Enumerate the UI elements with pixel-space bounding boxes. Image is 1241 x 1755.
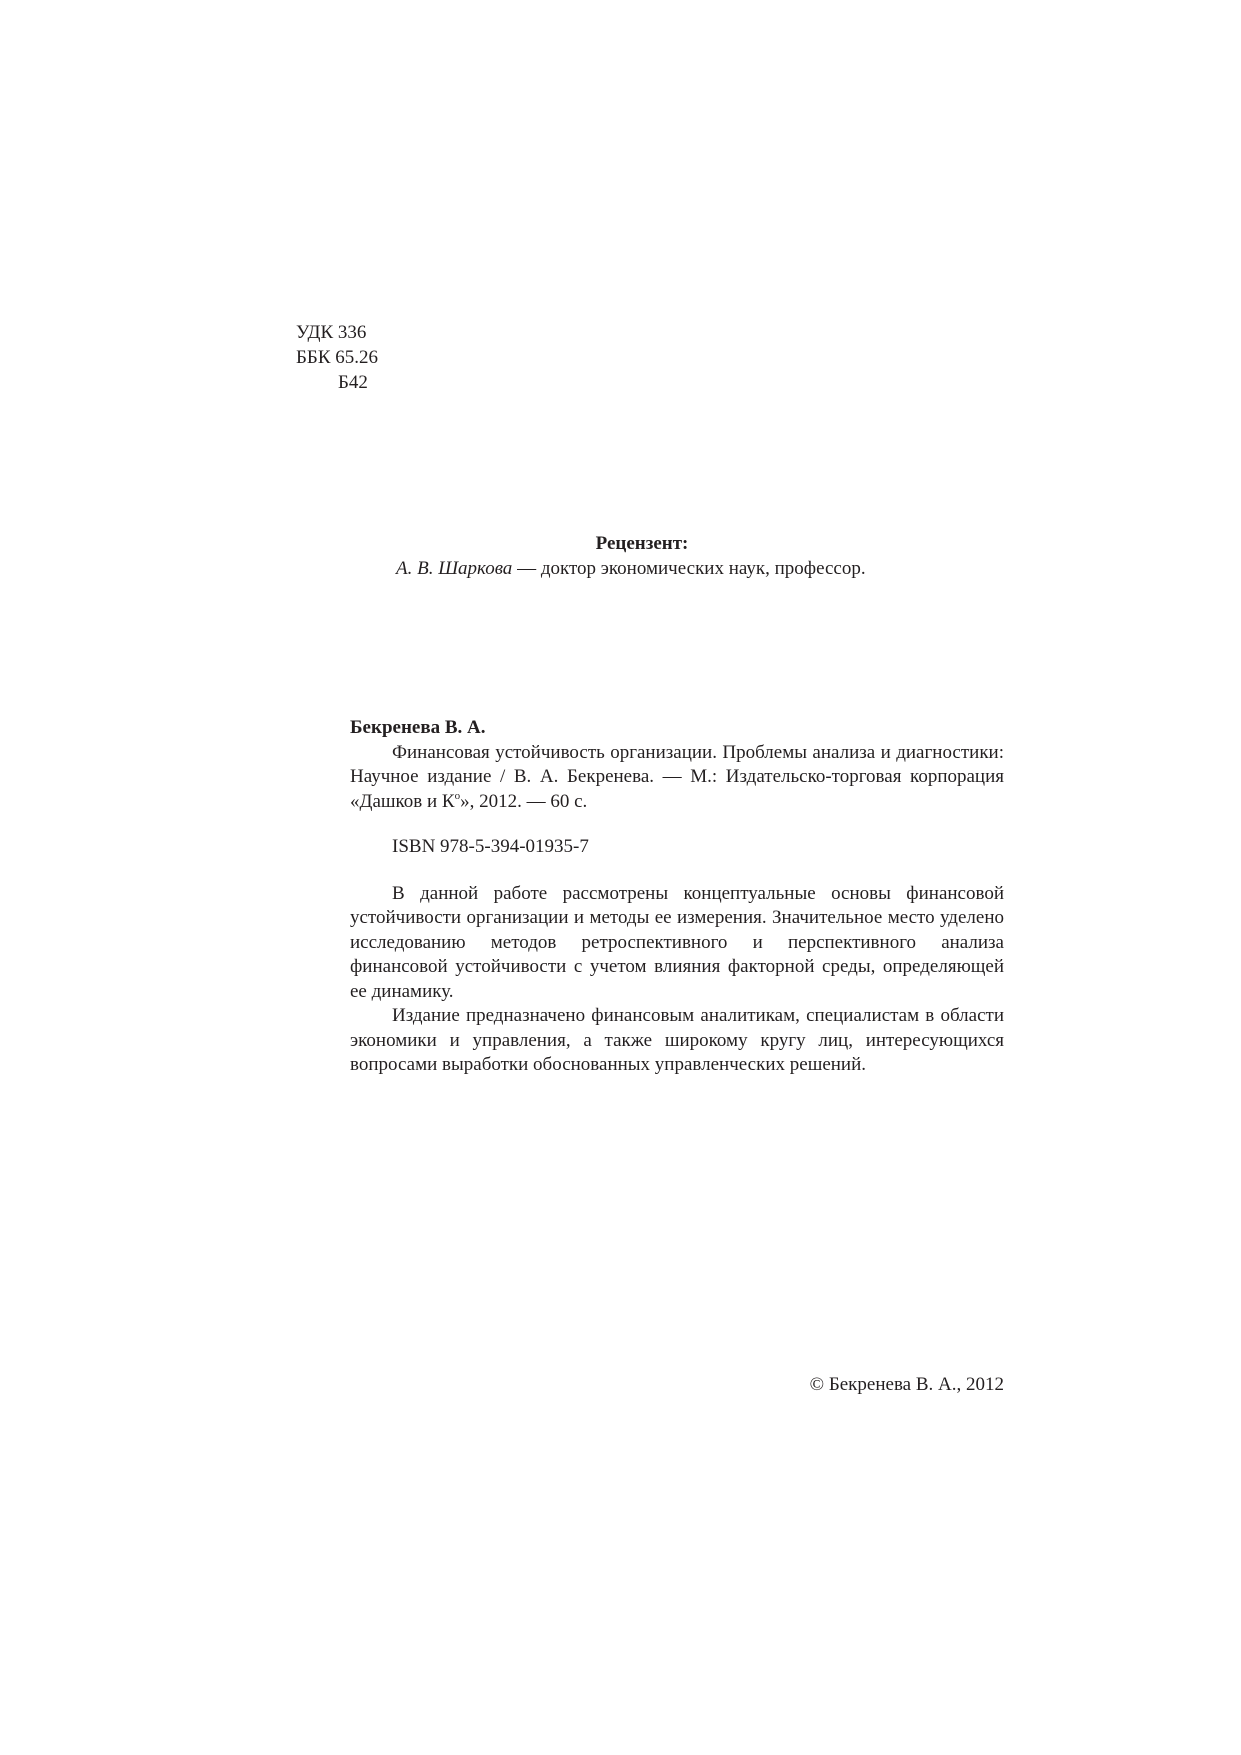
- record-entry-superscript: о: [454, 789, 461, 802]
- record-author: Бекренева В. А.: [350, 717, 486, 738]
- record-entry-tail: », 2012. — 60 с.: [460, 790, 588, 812]
- record-entry-text: Финансовая устойчивость организации. Проблемы анализа и диагностики: Научное издание / В. А. Бекренева. — М.: Издательско-торговая корпорация «Дашков и К: [350, 741, 1004, 812]
- abstract-paragraph-2: Издание предназначено финансовым аналитикам, специалистам в области экономики и управления, а также широкому кругу лиц, интересующихся вопросами выработки обоснованных управленческих решений.: [350, 1005, 1004, 1075]
- bibliographic-record: [350, 716, 1004, 1078]
- author-mark: Б42: [338, 372, 368, 393]
- reviewer-heading: Рецензент:: [595, 533, 689, 554]
- record-entry: [350, 741, 1004, 815]
- isbn: ISBN 978-5-394-01935-7: [392, 836, 589, 857]
- reviewer-info: [396, 557, 866, 581]
- reviewer-description: — доктор экономических наук, профессор.: [512, 558, 866, 579]
- abstract-paragraph-1: В данной работе рассмотрены концептуальные основы финансовой устойчивости организации и методы ее измерения. Значительное место уделено исследованию методов ретроспективного и перспективного анализа финансовой устойчивости с учетом влияния факторной среды, определяющей ее динамику.: [350, 882, 1004, 1002]
- bbk-code: ББК 65.26: [296, 347, 378, 368]
- classification-codes: [296, 320, 378, 395]
- copyright-notice: © Бекренева В. А., 2012: [809, 1374, 1004, 1395]
- udk-code: УДК 336: [296, 322, 367, 343]
- reviewer-name: А. В. Шаркова: [396, 558, 513, 579]
